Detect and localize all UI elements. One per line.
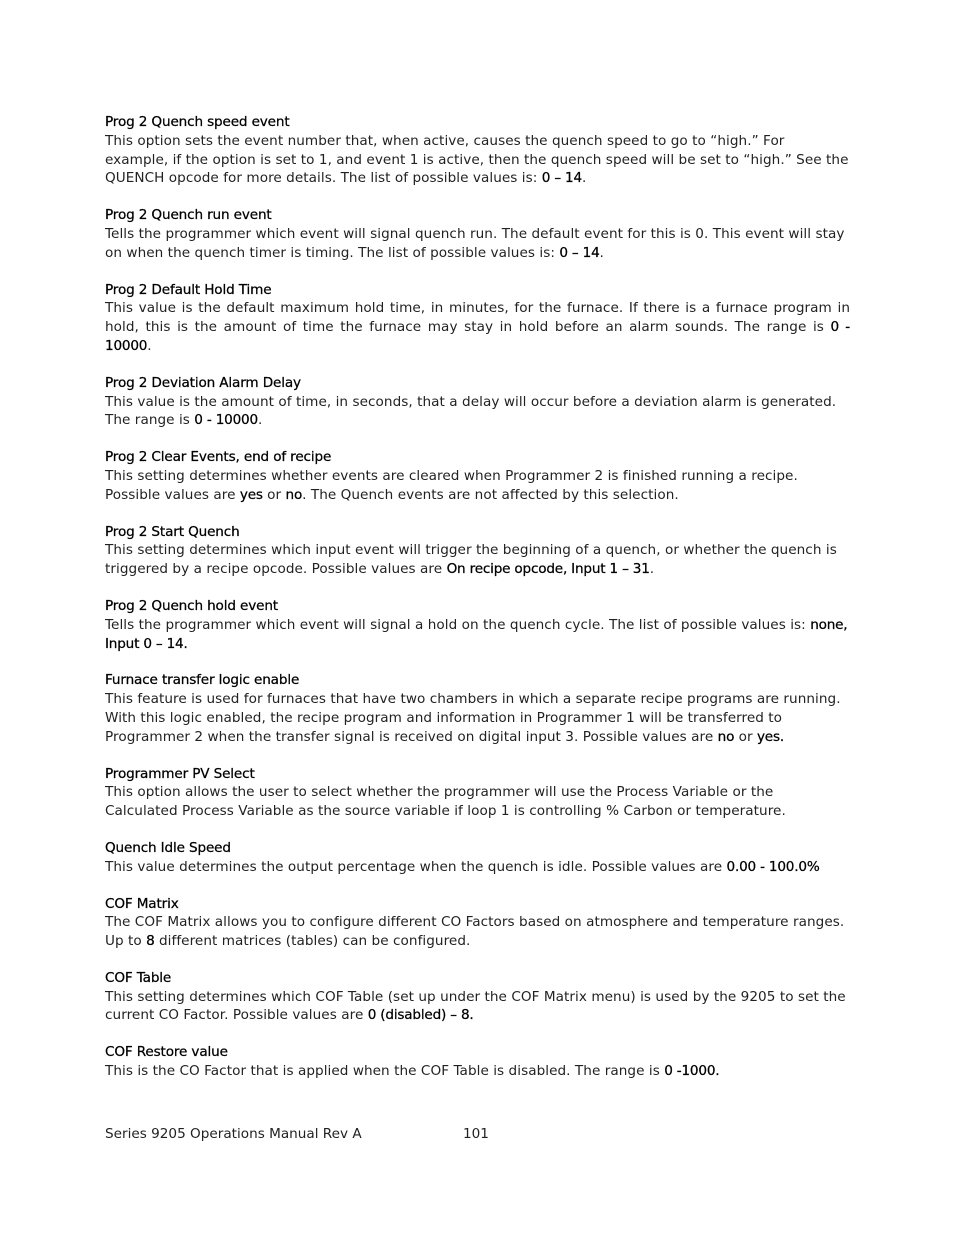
parameter-value: 0 -1000.: [664, 1063, 720, 1080]
description-text: or: [262, 486, 286, 503]
parameter-description: [105, 541, 850, 579]
footer-manual-title: Series 9205 Operations Manual Rev A: [105, 1126, 362, 1142]
description-text: This value is the default maximum hold time, in minutes, for the furnace. If there is a furnace program in hold, this is the amount of time the furnace may stay in hold before an alarm sounds. The range is: [105, 300, 850, 336]
parameter-heading: Prog 2 Quench run event: [105, 207, 272, 224]
parameter-value: no: [717, 728, 735, 745]
description-text: This option sets the event number that, when active, causes the quench speed to go to “high.” For example, if the option is set to 1, and event 1 is active, then the quench speed will be set to “high.” See the QUENCH opcode for more details. The list of possible values is:: [105, 132, 849, 187]
parameter-value: 0 - 10000: [194, 412, 258, 429]
parameter-heading: COF Table: [105, 969, 172, 986]
parameter-value: 0 – 14: [541, 170, 582, 187]
parameter-description: [105, 225, 850, 263]
parameter-section: [105, 969, 850, 1025]
parameter-section: [105, 113, 850, 188]
parameter-heading: Quench Idle Speed: [105, 839, 231, 856]
description-text: different matrices (tables) can be configured.: [154, 933, 471, 950]
parameter-section: [105, 839, 850, 877]
parameter-value: 0.00 - 100.0%: [726, 858, 820, 875]
parameter-heading: Prog 2 Start Quench: [105, 523, 240, 540]
footer-page-number: 101: [463, 1126, 489, 1142]
parameter-value: 0 (disabled) – 8.: [367, 1007, 474, 1024]
parameter-heading: Prog 2 Quench speed event: [105, 114, 290, 130]
description-text: This setting determines which input event will trigger the beginning of a quench, or whether the quench is triggered by a recipe opcode. Possible values are: [105, 542, 837, 578]
description-text: Tells the programmer which event will signal a hold on the quench cycle. The list of possible values is:: [105, 616, 811, 633]
description-text: This value determines the output percentage when the quench is idle. Possible values are: [105, 858, 727, 875]
parameter-section: [105, 374, 850, 430]
parameter-value: no: [285, 486, 303, 503]
parameter-description: [105, 299, 850, 355]
parameter-heading: Prog 2 Clear Events, end of recipe: [105, 449, 332, 466]
parameter-description: [105, 988, 850, 1026]
description-text: This setting determines which COF Table (set up under the COF Matrix menu) is used by the 9205 to set the current CO Factor. Possible values are: [105, 988, 846, 1024]
description-text: .: [581, 170, 587, 187]
parameter-value: 0 – 14: [559, 244, 600, 261]
parameter-heading: Prog 2 Deviation Alarm Delay: [105, 374, 301, 391]
parameter-description: [105, 616, 850, 654]
description-text: This setting determines whether events are cleared when Programmer 2 is finished running a recipe. Possible values are: [105, 467, 798, 503]
parameter-heading: COF Matrix: [105, 895, 179, 912]
description-text: This option allows the user to select whether the programmer will use the Process Variable or the Calculated Process Variable as the source variable if loop 1 is controlling % Carbon or temperature.: [105, 784, 786, 820]
parameter-value: 0 - 10000: [105, 319, 850, 354]
parameter-description: [105, 858, 850, 877]
parameter-value: 8: [146, 933, 155, 950]
parameter-heading: Prog 2 Quench hold event: [105, 597, 278, 614]
parameter-description: [105, 913, 850, 951]
parameter-section: [105, 523, 850, 579]
description-text: The COF Matrix allows you to configure different CO Factors based on atmosphere and temperature ranges. Up to: [105, 914, 845, 950]
parameter-section: [105, 597, 850, 653]
parameter-section: [105, 895, 850, 951]
parameter-value: yes.: [756, 728, 784, 745]
parameter-description: [105, 690, 850, 746]
parameter-description: [105, 467, 850, 505]
parameter-heading: Programmer PV Select: [105, 765, 255, 782]
description-text: . The Quench events are not affected by this selection.: [302, 486, 679, 503]
parameter-value: On recipe opcode, Input 1 – 31: [446, 561, 650, 578]
description-text: This feature is used for furnaces that have two chambers in which a separate recipe programs are running. With this logic enabled, the recipe program and information in Programmer 1 will be transferred to Programmer 2 when the transfer signal is received on digital input 3. Possible values are: [105, 691, 841, 745]
parameter-section: [105, 206, 850, 262]
parameter-section: [105, 448, 850, 504]
description-text: .: [147, 337, 152, 354]
parameter-description: [105, 393, 850, 431]
parameter-description: [105, 1062, 850, 1081]
parameter-section: [105, 1043, 850, 1081]
parameter-section: [105, 671, 850, 746]
parameter-value: none, Input 0 – 14.: [105, 616, 848, 652]
description-text: Tells the programmer which event will signal quench run. The default event for this is 0. This event will stay on when the quench timer is timing. The list of possible values is:: [105, 225, 845, 261]
parameter-description: [105, 783, 850, 821]
document-content: [105, 113, 850, 1099]
parameter-description: [105, 132, 850, 188]
parameter-heading: COF Restore value: [105, 1044, 228, 1061]
description-text: .: [649, 561, 655, 578]
parameter-heading: Prog 2 Default Hold Time: [105, 281, 272, 298]
description-text: This is the CO Factor that is applied when the COF Table is disabled. The range is: [105, 1063, 665, 1080]
parameter-value: yes: [239, 486, 263, 503]
parameter-section: [105, 281, 850, 356]
parameter-section: [105, 765, 850, 821]
description-text: or: [734, 728, 757, 745]
description-text: .: [257, 412, 263, 429]
parameter-heading: Furnace transfer logic enable: [105, 672, 300, 689]
description-text: .: [599, 244, 604, 261]
description-text: This value is the amount of time, in seconds, that a delay will occur before a deviation alarm is generated. The range is: [105, 393, 837, 429]
